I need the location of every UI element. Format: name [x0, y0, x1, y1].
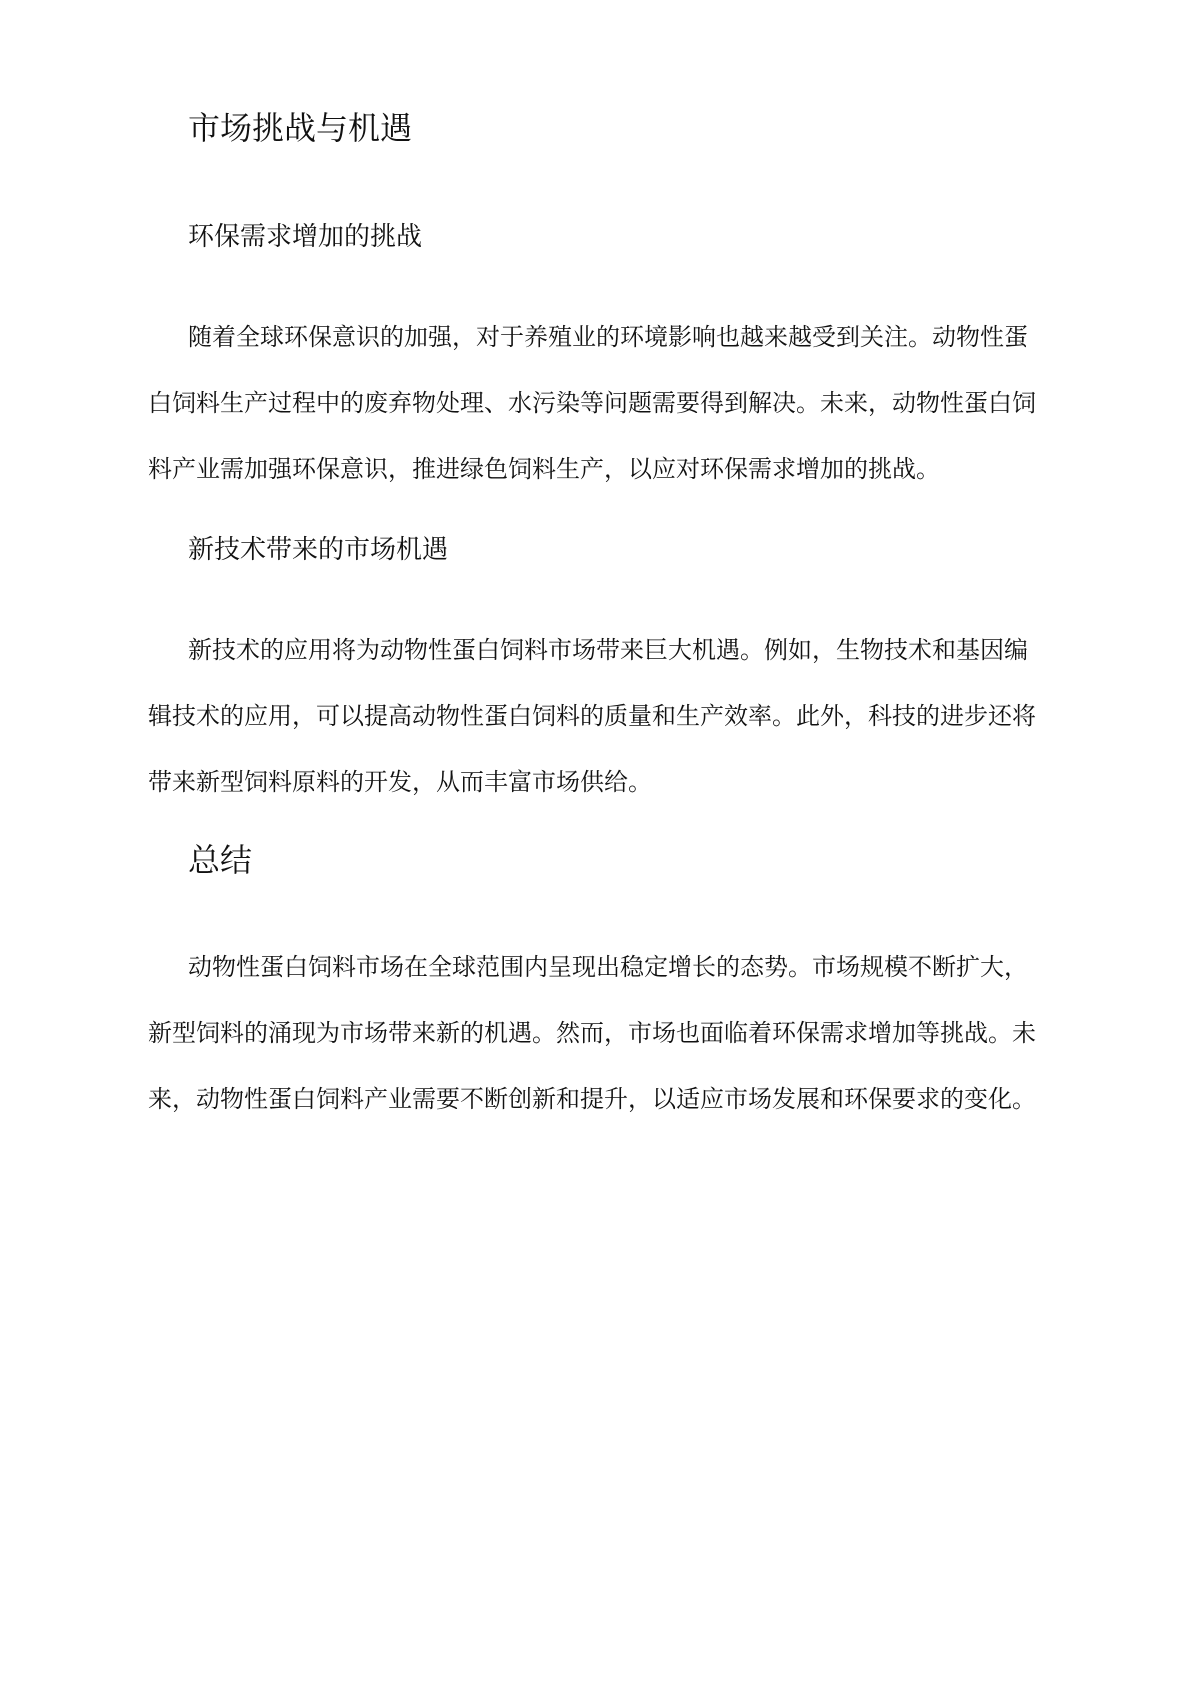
paragraph-technology-opportunity: [148, 632, 1036, 800]
paragraph-line: 动物性蛋白饲料市场在全球范围内呈现出稳定增长的态势。市场规模不断扩大，: [188, 953, 1028, 981]
subsection-title-environmental-challenge: 环保需求增加的挑战: [188, 222, 423, 252]
paragraph-line: 来，动物性蛋白饲料产业需要不断创新和提升，以适应市场发展和环保要求的变化。: [148, 1085, 1036, 1113]
paragraph-line: 白饲料生产过程中的废弃物处理、水污染等问题需要得到解决。未来，动物性蛋白饲: [148, 389, 1036, 417]
paragraph-environmental-challenge: [148, 319, 1036, 487]
paragraph-line: 随着全球环保意识的加强，对于养殖业的环境影响也越来越受到关注。动物性蛋: [188, 323, 1028, 351]
section-title-challenges-opportunities: 市场挑战与机遇: [188, 109, 413, 147]
paragraph-summary: [148, 949, 1036, 1117]
paragraph-line: 带来新型饲料原料的开发，从而丰富市场供给。: [148, 768, 652, 796]
subsection-title-technology-opportunity: 新技术带来的市场机遇: [188, 535, 449, 565]
section-title-summary: 总结: [188, 841, 253, 879]
paragraph-line: 辑技术的应用，可以提高动物性蛋白饲料的质量和生产效率。此外，科技的进步还将: [148, 702, 1036, 730]
paragraph-line: 料产业需加强环保意识，推进绿色饲料生产，以应对环保需求增加的挑战。: [148, 455, 940, 483]
paragraph-line: 新型饲料的涌现为市场带来新的机遇。然而，市场也面临着环保需求增加等挑战。未: [148, 1019, 1036, 1047]
paragraph-line: 新技术的应用将为动物性蛋白饲料市场带来巨大机遇。例如，生物技术和基因编: [188, 636, 1028, 664]
